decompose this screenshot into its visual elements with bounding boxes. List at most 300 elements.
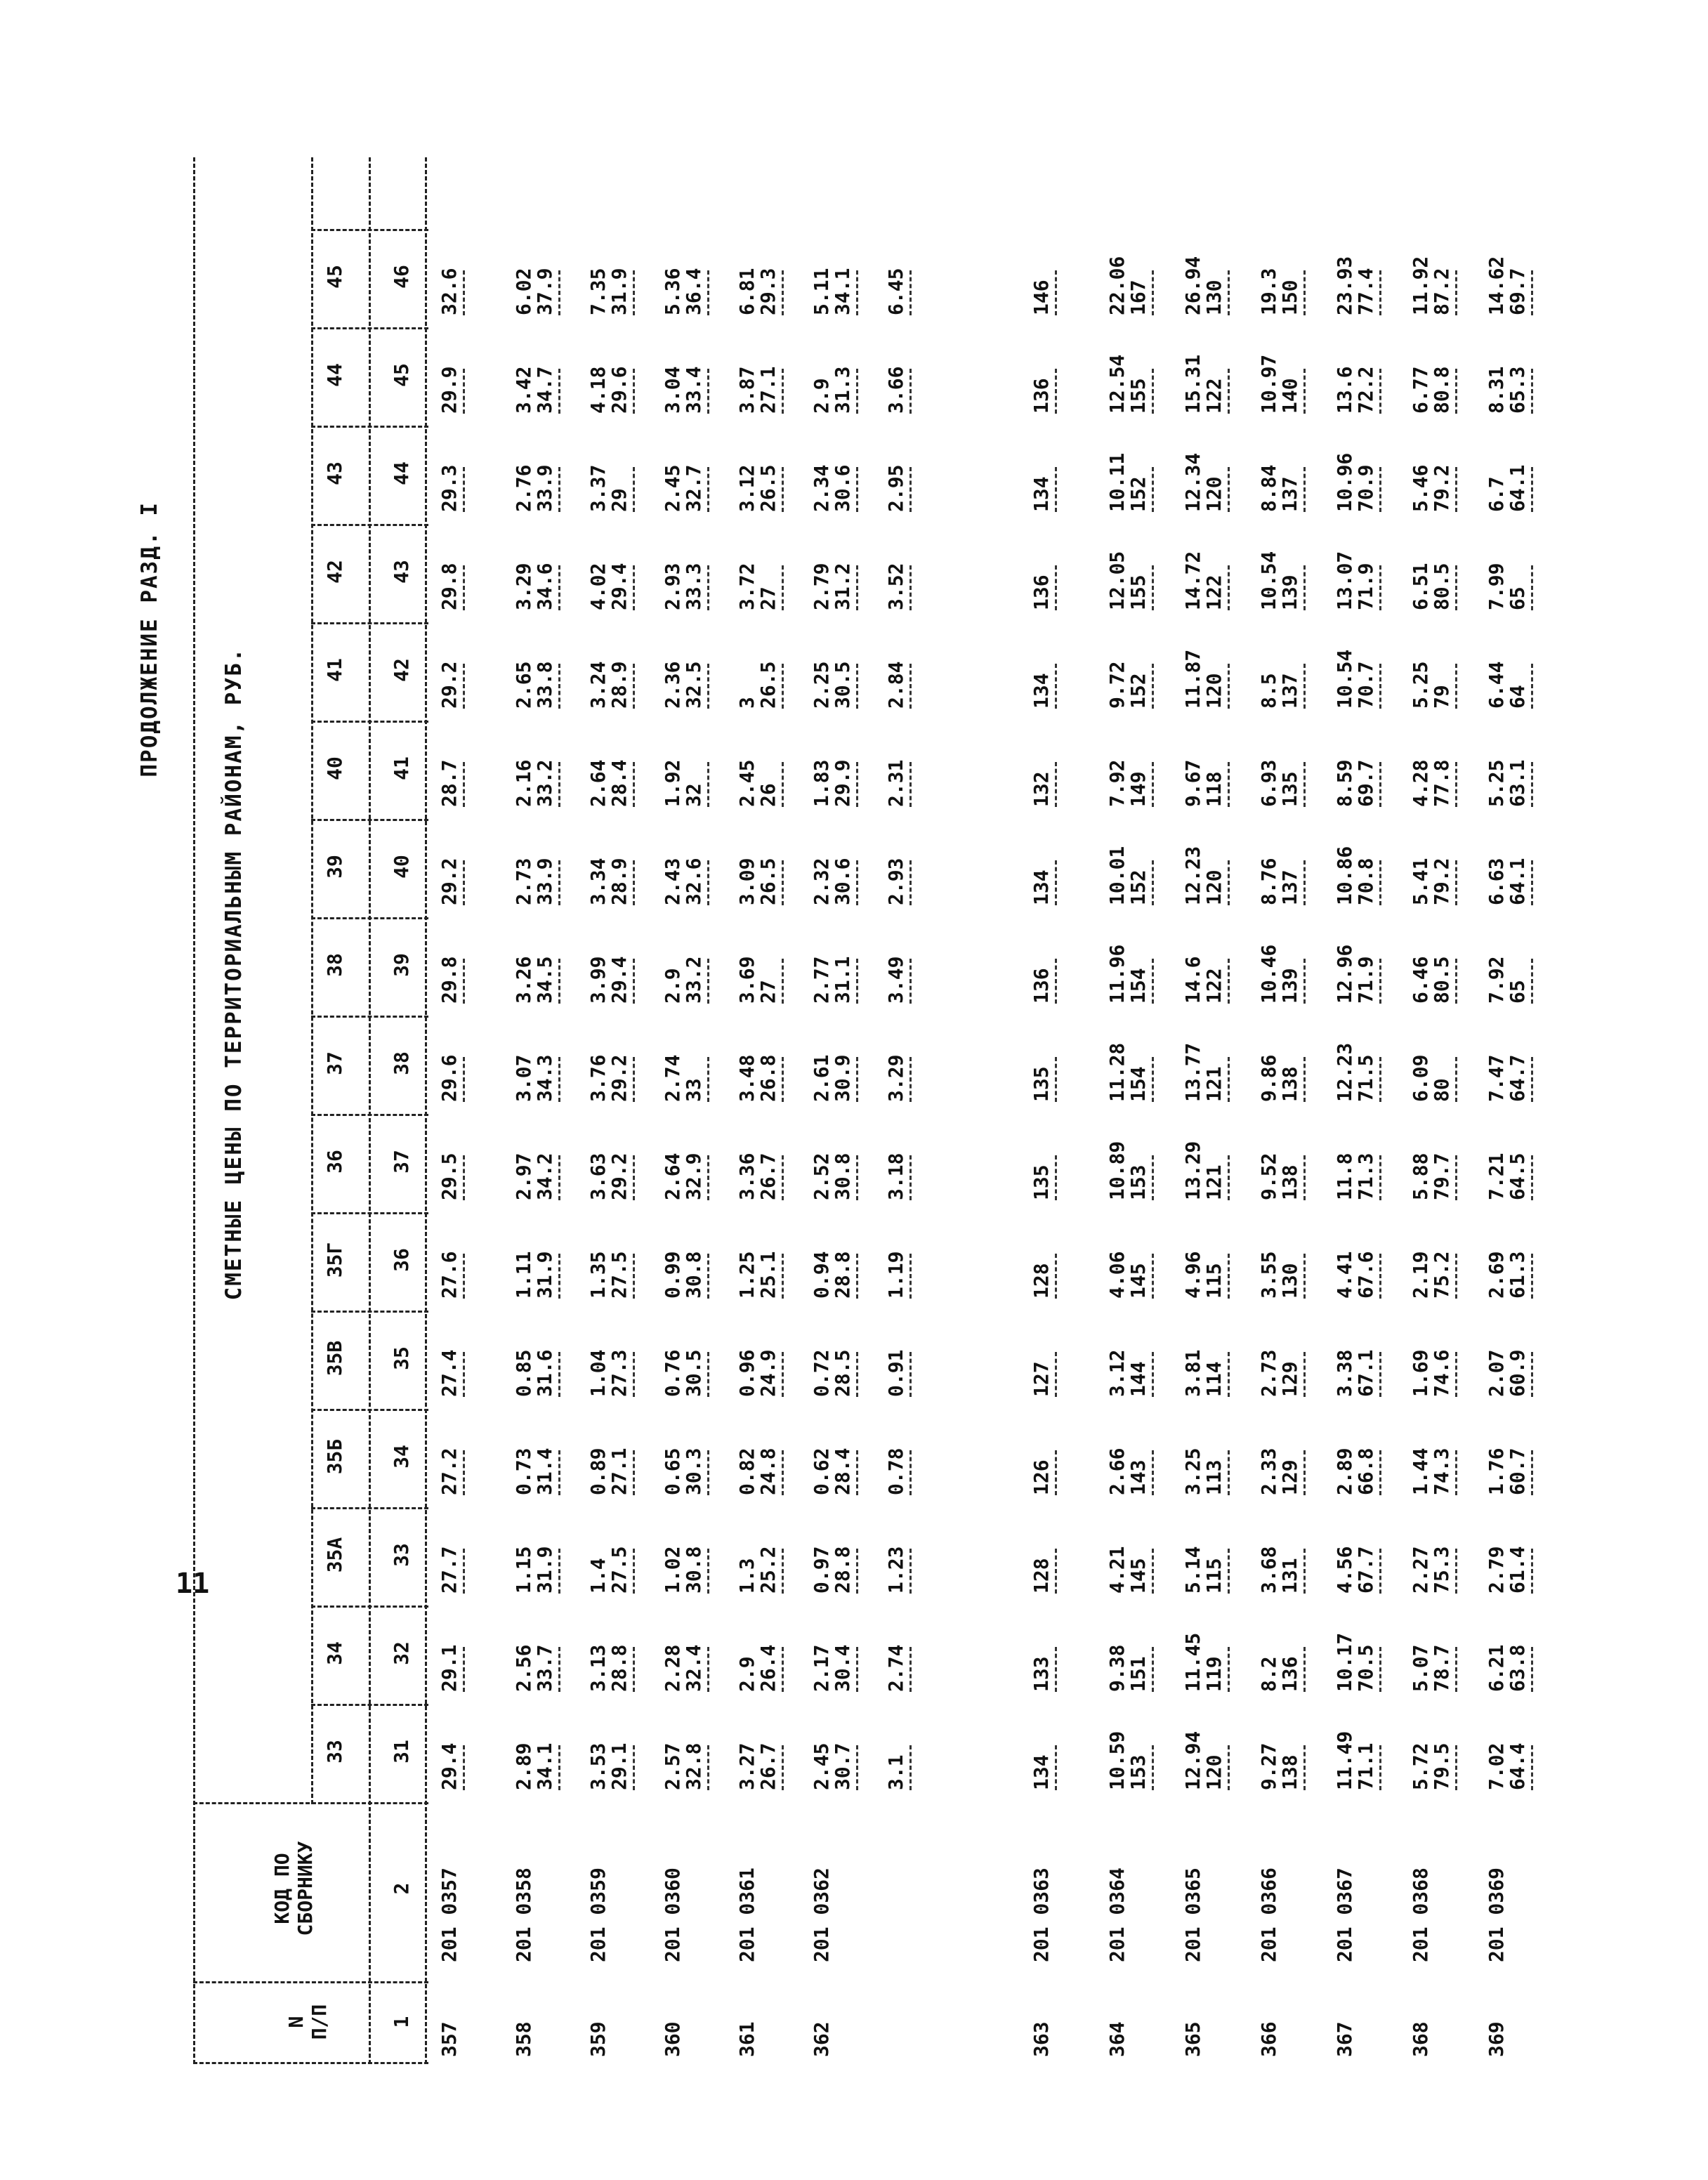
cell-value: 14.62 <box>1485 256 1508 315</box>
cell-value: 8.5 <box>1257 673 1280 709</box>
cell-value: 29.2 <box>607 1153 631 1200</box>
cell-value: 29.3 <box>438 464 461 512</box>
col-code-label <box>270 1808 317 1969</box>
cell-value: 0.73 <box>512 1447 535 1495</box>
cell-value: 32.7 <box>682 464 705 512</box>
cell-value: 0.62 <box>810 1447 833 1495</box>
cell-value: 65 <box>1506 980 1529 1004</box>
cell-value: 28.8 <box>607 1644 631 1692</box>
cell-value: 19.3 <box>1257 268 1280 315</box>
cell-value: 10.97 <box>1257 354 1280 414</box>
cell-underline <box>1152 762 1154 807</box>
cell-underline <box>463 467 465 512</box>
cell-value: 24.9 <box>756 1349 780 1397</box>
cell-underline <box>1152 1450 1154 1495</box>
cell-value: 27.5 <box>607 1251 631 1299</box>
cell-value: 1.44 <box>1409 1447 1432 1495</box>
cell-underline <box>633 1647 635 1692</box>
cell-underline <box>1455 762 1457 807</box>
cell-underline <box>782 1745 784 1790</box>
cell-value: 26.7 <box>756 1742 780 1790</box>
cell-value: 0.82 <box>735 1447 758 1495</box>
cell-value: 121 <box>1202 1066 1226 1102</box>
cell-underline <box>1152 565 1154 610</box>
cell-underline <box>463 1549 465 1594</box>
cell-underline <box>1228 270 1230 315</box>
cell-value: 10.54 <box>1333 649 1356 709</box>
region-number: 43 <box>390 560 413 584</box>
cell-value: 2.34 <box>810 464 833 512</box>
cell-value: 138 <box>1278 1164 1301 1200</box>
region-number: 32 <box>390 1641 413 1665</box>
cell-value: 27.5 <box>607 1546 631 1594</box>
cell-value: 33.7 <box>533 1644 556 1692</box>
cell-value: 10.17 <box>1333 1632 1356 1692</box>
section-continuation-header: ПРОДОЛЖЕНИЕ РАЗД. I <box>137 501 162 777</box>
cell-value: 3.69 <box>735 956 758 1004</box>
cell-underline <box>1455 1450 1457 1495</box>
cell-underline <box>1303 664 1306 709</box>
cell-value: 80.5 <box>1430 563 1453 610</box>
cell-underline <box>782 369 784 414</box>
cell-value: 0.85 <box>512 1349 535 1397</box>
cell-underline <box>707 369 709 414</box>
cell-underline <box>1055 959 1057 1004</box>
cell-underline <box>1152 1155 1154 1200</box>
region-number: 34 <box>390 1445 413 1469</box>
cell-underline <box>707 1352 709 1397</box>
cell-value: 2.9 <box>810 378 833 414</box>
page-number: 11 <box>176 1568 210 1600</box>
cell-underline <box>782 1549 784 1594</box>
cell-underline <box>909 1254 912 1299</box>
cell-underline <box>707 664 709 709</box>
cell-value: 139 <box>1278 574 1301 610</box>
cell-value: 113 <box>1202 1459 1226 1495</box>
cell-underline <box>1152 860 1154 905</box>
cell-underline <box>1379 762 1381 807</box>
cell-value: 5.14 <box>1181 1546 1204 1594</box>
cell-value: 36.4 <box>682 268 705 315</box>
cell-value: 71.9 <box>1354 956 1377 1004</box>
cell-value: 3.29 <box>512 563 535 610</box>
cell-value: 121 <box>1202 1164 1226 1200</box>
cell-value: 34.6 <box>533 563 556 610</box>
cell-value: 24.8 <box>756 1447 780 1495</box>
cell-value: 79.7 <box>1430 1153 1453 1200</box>
cell-value: 2.79 <box>1485 1546 1508 1594</box>
cell-underline <box>1455 959 1457 1004</box>
cell-underline <box>782 467 784 512</box>
cell-underline <box>1303 1254 1306 1299</box>
cell-value: 135 <box>1030 1066 1053 1102</box>
cell-value: 2.43 <box>661 858 684 905</box>
cell-underline <box>558 565 560 610</box>
cell-underline <box>1152 369 1154 414</box>
cell-value: 74.6 <box>1430 1349 1453 1397</box>
cell-value: 6.46 <box>1409 956 1432 1004</box>
cell-value: 30.5 <box>831 661 854 709</box>
cell-underline <box>1228 1352 1230 1397</box>
cell-value: 134 <box>1030 869 1053 905</box>
cell-value: 29.1 <box>607 1742 631 1790</box>
cell-underline <box>1152 664 1154 709</box>
cell-value: 2.95 <box>884 464 907 512</box>
cell-value: 2.93 <box>661 563 684 610</box>
cell-underline <box>909 1352 912 1397</box>
cell-value: 27 <box>756 980 780 1004</box>
cell-value: 2.27 <box>1409 1546 1432 1594</box>
cell-underline <box>1455 1745 1457 1790</box>
cell-value: 32.4 <box>682 1644 705 1692</box>
cell-value: 3.48 <box>735 1054 758 1102</box>
cell-underline <box>463 1352 465 1397</box>
cell-underline <box>1055 467 1057 512</box>
cell-value: 10.59 <box>1105 1731 1129 1790</box>
cell-value: 13.77 <box>1181 1042 1204 1102</box>
row-code: 201 0367 <box>1333 1867 1356 1962</box>
cell-value: 32.8 <box>682 1742 705 1790</box>
cell-underline <box>1455 369 1457 414</box>
cell-value: 0.78 <box>884 1447 907 1495</box>
cell-underline <box>909 1549 912 1594</box>
cell-underline <box>1303 860 1306 905</box>
cell-value: 8.76 <box>1257 858 1280 905</box>
cell-underline <box>909 467 912 512</box>
cell-value: 78.7 <box>1430 1644 1453 1692</box>
cell-underline <box>558 1745 560 1790</box>
cell-underline <box>1228 762 1230 807</box>
cell-underline <box>1379 860 1381 905</box>
cell-underline <box>558 1549 560 1594</box>
cell-value: 27.6 <box>438 1251 461 1299</box>
cell-underline <box>909 959 912 1004</box>
col-n-label-line1: N <box>284 2016 308 2028</box>
cell-underline <box>633 467 635 512</box>
cell-value: 120 <box>1202 869 1226 905</box>
cell-value: 80.5 <box>1430 956 1453 1004</box>
cell-value: 74.3 <box>1430 1447 1453 1495</box>
cell-underline <box>707 1057 709 1102</box>
cell-underline <box>1455 1254 1457 1299</box>
region-header: 42 <box>323 560 346 584</box>
cell-underline <box>1379 1352 1381 1397</box>
cell-underline <box>463 1155 465 1200</box>
cell-value: 26.5 <box>756 661 780 709</box>
row-code: 201 0360 <box>661 1867 684 1962</box>
row-number: 359 <box>586 2021 610 2057</box>
cell-underline <box>1055 1057 1057 1102</box>
cell-value: 29.4 <box>607 956 631 1004</box>
cell-value: 153 <box>1126 1754 1150 1790</box>
cell-underline <box>463 565 465 610</box>
cell-value: 29.3 <box>756 268 780 315</box>
cell-value: 26.5 <box>756 858 780 905</box>
cell-value: 10.11 <box>1105 452 1129 512</box>
cell-value: 2.97 <box>512 1153 535 1200</box>
cell-underline <box>1228 1647 1230 1692</box>
cell-underline <box>1228 467 1230 512</box>
cell-value: 137 <box>1278 673 1301 709</box>
cell-value: 0.76 <box>661 1349 684 1397</box>
cell-value: 2.74 <box>661 1054 684 1102</box>
cell-value: 9.72 <box>1105 661 1129 709</box>
cell-value: 146 <box>1030 280 1053 315</box>
cell-value: 139 <box>1278 968 1301 1004</box>
cell-value: 154 <box>1126 968 1150 1004</box>
cell-value: 29.4 <box>438 1742 461 1790</box>
cell-value: 5.25 <box>1485 759 1508 807</box>
cell-value: 11.8 <box>1333 1153 1356 1200</box>
cell-value: 2.16 <box>512 759 535 807</box>
cell-value: 7.99 <box>1485 563 1508 610</box>
cell-underline <box>1228 369 1230 414</box>
cell-value: 2.89 <box>512 1742 535 1790</box>
cell-value: 63.8 <box>1506 1644 1529 1692</box>
cell-underline <box>633 1549 635 1594</box>
cell-value: 3.38 <box>1333 1349 1356 1397</box>
cell-underline <box>1379 1057 1381 1102</box>
cell-value: 65 <box>1506 586 1529 610</box>
cell-underline <box>1303 1057 1306 1102</box>
cell-value: 3.07 <box>512 1054 535 1102</box>
cell-value: 60.7 <box>1506 1447 1529 1495</box>
cell-underline <box>1228 1450 1230 1495</box>
cell-value: 3.29 <box>884 1054 907 1102</box>
region-header: 39 <box>323 855 346 879</box>
cell-value: 64.7 <box>1506 1054 1529 1102</box>
row-code: 201 0357 <box>438 1867 461 1962</box>
cell-underline <box>1055 369 1057 414</box>
cell-underline <box>1455 1647 1457 1692</box>
cell-value: 28.4 <box>831 1447 854 1495</box>
cell-underline <box>1455 467 1457 512</box>
cell-value: 2.56 <box>512 1644 535 1692</box>
cell-value: 29.4 <box>607 563 631 610</box>
cell-value: 30.8 <box>831 1153 854 1200</box>
cell-underline <box>1228 959 1230 1004</box>
cell-value: 1.25 <box>735 1251 758 1299</box>
cell-value: 6.21 <box>1485 1644 1508 1692</box>
cell-value: 3.36 <box>735 1153 758 1200</box>
cell-value: 80.8 <box>1430 366 1453 414</box>
cell-value: 3.34 <box>586 858 610 905</box>
cell-value: 3.53 <box>586 1742 610 1790</box>
cell-value: 1.23 <box>884 1546 907 1594</box>
cell-value: 61.4 <box>1506 1546 1529 1594</box>
cell-value: 70.7 <box>1354 661 1377 709</box>
cell-underline <box>463 270 465 315</box>
cell-value: 131 <box>1278 1558 1301 1594</box>
cell-value: 27.4 <box>438 1349 461 1397</box>
cell-underline <box>707 860 709 905</box>
cell-underline <box>558 1254 560 1299</box>
cell-underline <box>1531 467 1533 512</box>
cell-value: 7.02 <box>1485 1742 1508 1790</box>
cell-value: 0.72 <box>810 1349 833 1397</box>
cell-value: 7.35 <box>586 268 610 315</box>
cell-value: 11.92 <box>1409 256 1432 315</box>
row-number: 366 <box>1257 2021 1280 2057</box>
table-top-border <box>193 157 195 2064</box>
cell-value: 6.09 <box>1409 1054 1432 1102</box>
cell-value: 27.1 <box>607 1447 631 1495</box>
cell-value: 80 <box>1430 1078 1453 1102</box>
cell-value: 67.1 <box>1354 1349 1377 1397</box>
cell-underline <box>1303 270 1306 315</box>
cell-value: 64.4 <box>1506 1742 1529 1790</box>
cell-underline <box>1455 664 1457 709</box>
cell-value: 77.8 <box>1430 759 1453 807</box>
cell-underline <box>1228 664 1230 709</box>
cell-value: 4.56 <box>1333 1546 1356 1594</box>
cell-underline <box>1152 959 1154 1004</box>
cell-value: 9.86 <box>1257 1054 1280 1102</box>
cell-value: 6.02 <box>512 268 535 315</box>
cell-value: 28.7 <box>438 759 461 807</box>
cell-underline <box>1228 1549 1230 1594</box>
cell-underline <box>782 1352 784 1397</box>
cell-value: 13.29 <box>1181 1141 1204 1200</box>
cell-value: 34.1 <box>831 268 854 315</box>
cell-underline <box>1531 1549 1533 1594</box>
cell-value: 67.6 <box>1354 1251 1377 1299</box>
cell-underline <box>558 270 560 315</box>
cell-value: 27.7 <box>438 1546 461 1594</box>
cell-value: 2.69 <box>1485 1251 1508 1299</box>
cell-value: 27 <box>756 586 780 610</box>
cell-value: 154 <box>1126 1066 1150 1102</box>
cell-underline <box>782 762 784 807</box>
cell-value: 115 <box>1202 1263 1226 1299</box>
cell-value: 15.31 <box>1181 354 1204 414</box>
cell-value: 6.77 <box>1409 366 1432 414</box>
cell-underline <box>633 664 635 709</box>
cell-underline <box>909 1057 912 1102</box>
cell-value: 29 <box>607 488 631 512</box>
region-header: 37 <box>323 1051 346 1075</box>
cell-value: 28.8 <box>831 1546 854 1594</box>
row-number: 361 <box>735 2021 758 2057</box>
table-title: СМЕТНЫЕ ЦЕНЫ ПО ТЕРРИТОРИАЛЬНЫМ РАЙОНАМ, РУБ. <box>221 647 247 1301</box>
cell-value: 120 <box>1202 673 1226 709</box>
cell-value: 5.72 <box>1409 1742 1432 1790</box>
cell-underline <box>1531 565 1533 610</box>
cell-value: 140 <box>1278 378 1301 414</box>
region-header: 33 <box>323 1740 346 1764</box>
cell-underline <box>633 1450 635 1495</box>
cell-value: 3.99 <box>586 956 610 1004</box>
cell-underline <box>1379 959 1381 1004</box>
cell-underline <box>1228 1057 1230 1102</box>
cell-value: 4.21 <box>1105 1546 1129 1594</box>
cell-value: 71.5 <box>1354 1054 1377 1102</box>
cell-value: 11.49 <box>1333 1731 1356 1790</box>
cell-value: 2.45 <box>810 1742 833 1790</box>
cell-value: 1.15 <box>512 1546 535 1594</box>
cell-value: 29.2 <box>607 1054 631 1102</box>
cell-underline <box>707 270 709 315</box>
region-header: 45 <box>323 265 346 289</box>
cell-underline <box>1152 1745 1154 1790</box>
cell-value: 2.32 <box>810 858 833 905</box>
cell-underline <box>1055 1155 1057 1200</box>
cell-underline <box>707 467 709 512</box>
cell-value: 31.9 <box>533 1546 556 1594</box>
region-header: 44 <box>323 363 346 387</box>
row-code: 201 0368 <box>1409 1867 1432 1962</box>
cell-underline <box>782 1254 784 1299</box>
cell-value: 70.5 <box>1354 1644 1377 1692</box>
row-code: 201 0359 <box>586 1867 610 1962</box>
cell-underline <box>1303 1352 1306 1397</box>
cell-value: 34.3 <box>533 1054 556 1102</box>
cell-underline <box>856 1549 858 1594</box>
cell-value: 70.9 <box>1354 464 1377 512</box>
cell-value: 27.3 <box>607 1349 631 1397</box>
cell-value: 7.92 <box>1485 956 1508 1004</box>
cell-value: 4.28 <box>1409 759 1432 807</box>
cell-value: 5.46 <box>1409 464 1432 512</box>
cell-underline <box>856 1254 858 1299</box>
cell-underline <box>1531 762 1533 807</box>
cell-underline <box>1531 1254 1533 1299</box>
cell-value: 67.7 <box>1354 1546 1377 1594</box>
cell-value: 8.2 <box>1257 1656 1280 1692</box>
cell-value: 135 <box>1030 1164 1053 1200</box>
cell-value: 31.9 <box>607 268 631 315</box>
cell-underline <box>909 1647 912 1692</box>
cell-value: 2.28 <box>661 1644 684 1692</box>
cell-underline <box>1303 762 1306 807</box>
cell-value: 33.9 <box>533 464 556 512</box>
cell-value: 145 <box>1126 1263 1150 1299</box>
row-code: 201 0366 <box>1257 1867 1280 1962</box>
cell-underline <box>633 565 635 610</box>
cell-underline <box>1531 860 1533 905</box>
cell-value: 31.9 <box>533 1251 556 1299</box>
cell-underline <box>1055 1647 1057 1692</box>
cell-value: 5.41 <box>1409 858 1432 905</box>
cell-value: 33.9 <box>533 858 556 905</box>
cell-value: 4.18 <box>586 366 610 414</box>
cell-underline <box>1152 1647 1154 1692</box>
cell-underline <box>1055 270 1057 315</box>
cell-underline <box>1152 1057 1154 1102</box>
cell-value: 29.6 <box>607 366 631 414</box>
cell-underline <box>463 1647 465 1692</box>
cell-value: 32.6 <box>682 858 705 905</box>
cell-value: 30.8 <box>682 1251 705 1299</box>
cell-value: 9.52 <box>1257 1153 1280 1200</box>
cell-value: 7.47 <box>1485 1054 1508 1102</box>
cell-value: 63.1 <box>1506 759 1529 807</box>
cell-value: 137 <box>1278 476 1301 512</box>
cell-value: 1.3 <box>735 1558 758 1594</box>
cell-value: 6.51 <box>1409 563 1432 610</box>
cell-underline <box>1531 270 1533 315</box>
cell-value: 137 <box>1278 869 1301 905</box>
cell-value: 2.73 <box>1257 1349 1280 1397</box>
cell-value: 29.2 <box>438 661 461 709</box>
cell-value: 3.04 <box>661 366 684 414</box>
cell-value: 120 <box>1202 1754 1226 1790</box>
cell-underline <box>1152 467 1154 512</box>
cell-value: 5.25 <box>1409 661 1432 709</box>
cell-value: 29.8 <box>438 956 461 1004</box>
cell-underline <box>1379 1254 1381 1299</box>
cell-value: 30.6 <box>831 858 854 905</box>
